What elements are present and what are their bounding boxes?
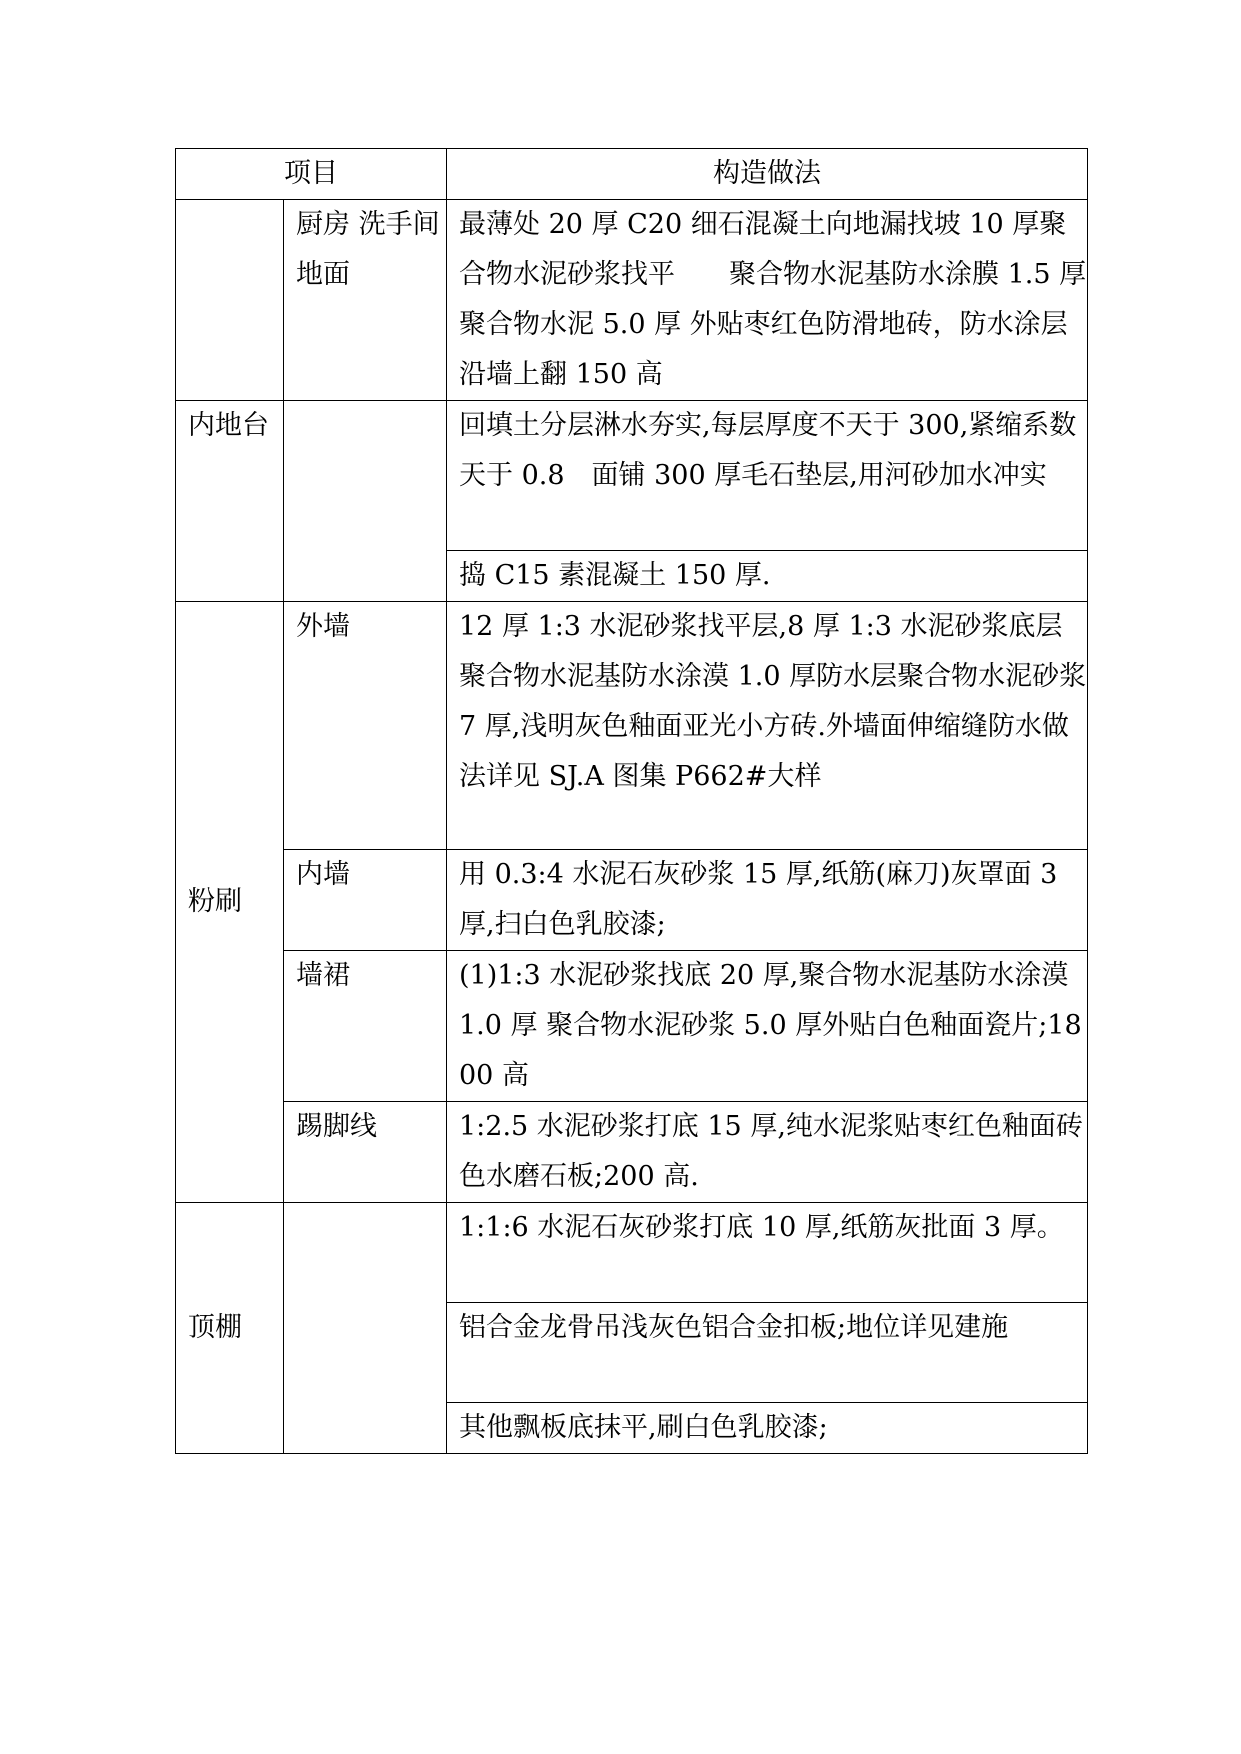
table-row (176, 1102, 1088, 1203)
table-header-row (176, 149, 1088, 200)
exterior-wall-method: 12 厚 1:3 水泥砂浆找平层,8 厚 1:3 水泥砂浆底层 聚合物水泥基防水涂漠 1.0 厚防水层聚合物水泥砂浆 7 厚,浅明灰色釉面亚光小方砖.外墙面伸缩缝防水做法详见 SJ.A 图集 P662#大样 (447, 602, 1088, 850)
skirting-label: 踢脚线 (284, 1102, 447, 1203)
interior-wall-label: 内墙 (284, 850, 447, 951)
platform-method-1: 回填土分层淋水夯实,每层厚度不天于 300,紧缩系数天于 0.8 面铺 300 厚毛石垫层,用河砂加水冲实 (447, 401, 1088, 551)
table-row (176, 200, 1088, 401)
table-row (176, 602, 1088, 850)
table-row (176, 951, 1088, 1102)
subcategory-empty (284, 401, 447, 602)
subcategory-empty (284, 1203, 447, 1454)
table-row (176, 401, 1088, 551)
construction-table (175, 148, 1088, 1454)
ceiling-method-2: 铝合金龙骨吊浅灰色铝合金扣板;地位详见建施 (447, 1303, 1088, 1403)
dado-method: (1)1:3 水泥砂浆找底 20 厚,聚合物水泥基防水涂漠 1.0 厚 聚合物水泥砂浆 5.0 厚外贴白色釉面瓷片;1800 高 (447, 951, 1088, 1102)
category-cell-empty (176, 200, 284, 401)
platform-method-2: 捣 C15 素混凝土 150 厚. (447, 551, 1088, 602)
ceiling-method-3: 其他飘板底抹平,刷白色乳胶漆; (447, 1403, 1088, 1454)
category-ceiling: 顶棚 (176, 1203, 284, 1454)
exterior-wall-label: 外墙 (284, 602, 447, 850)
kitchen-floor-method: 最薄处 20 厚 C20 细石混凝土向地漏找坡 10 厚聚合物水泥砂浆找平 聚合物水泥基防水涂膜 1.5 厚 聚合物水泥 5.0 厚 外贴枣红色防滑地砖，防水涂层沿墙上翻 150 高 (447, 200, 1088, 401)
category-plaster: 粉刷 (176, 602, 284, 1203)
header-item: 项目 (176, 149, 447, 200)
dado-label: 墙裙 (284, 951, 447, 1102)
ceiling-method-1: 1:1:6 水泥石灰砂浆打底 10 厚,纸筋灰批面 3 厚。 (447, 1203, 1088, 1303)
table-row (176, 1203, 1088, 1303)
category-inner-platform: 内地台 (176, 401, 284, 602)
table-row (176, 850, 1088, 951)
header-method: 构造做法 (447, 149, 1088, 200)
interior-wall-method: 用 0.3:4 水泥石灰砂浆 15 厚,纸筋(麻刀)灰罩面 3 厚,扫白色乳胶漆; (447, 850, 1088, 951)
skirting-method: 1:2.5 水泥砂浆打底 15 厚,纯水泥浆贴枣红色釉面砖色水磨石板;200 高. (447, 1102, 1088, 1203)
kitchen-floor-label: 厨房 洗手间地面 (284, 200, 447, 401)
